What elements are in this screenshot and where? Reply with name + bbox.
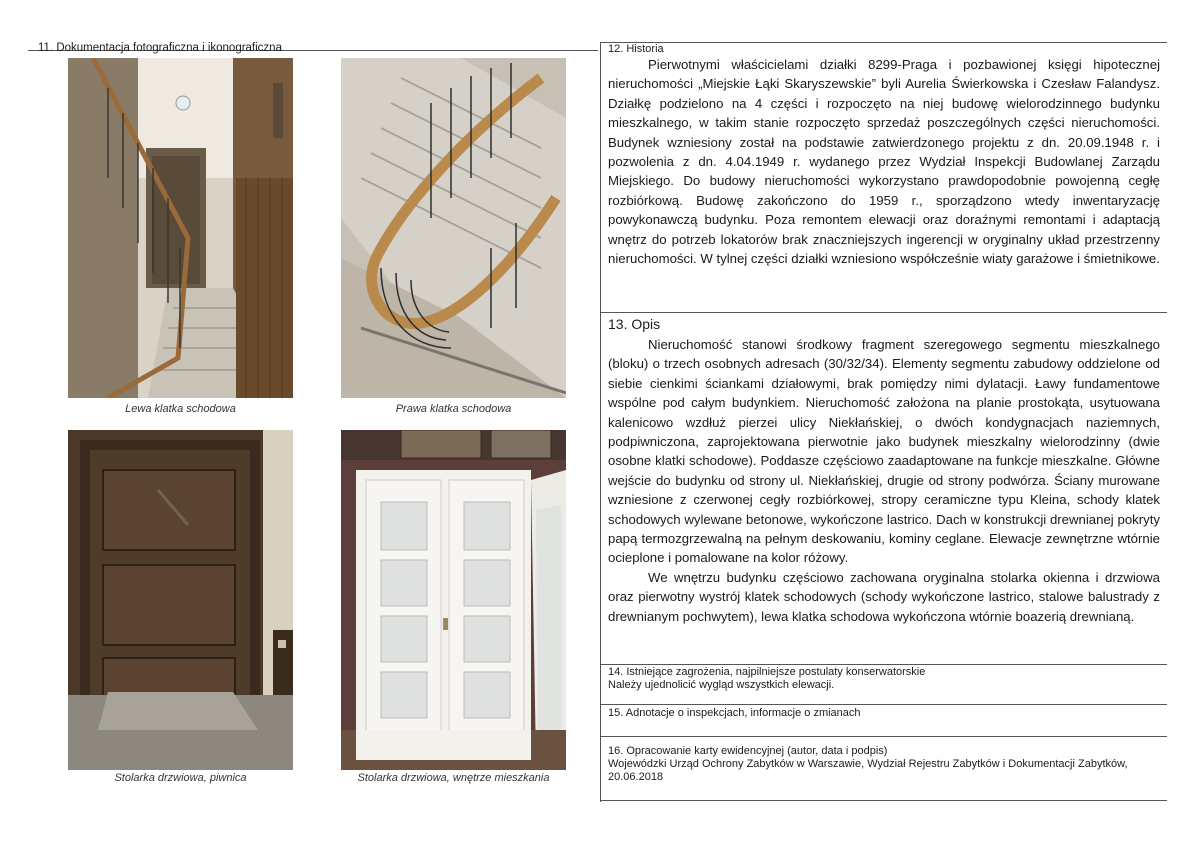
section-13-title: 13. Opis — [608, 316, 661, 332]
section-16-title: 16. Opracowanie karty ewidencyjnej (autor, data i podpis) — [608, 745, 888, 757]
section-11-title: 11. Dokumentacja fotograficzna i ikonograficzna — [38, 42, 282, 54]
divider-annotations-author — [600, 736, 1167, 737]
photo-right-staircase — [341, 58, 566, 398]
caption-right-staircase: Prawa klatka schodowa — [395, 403, 512, 415]
column-divider — [600, 42, 601, 802]
section-16-author: Wojewódzki Urząd Ochrony Zabytków w Warszawie, Wydział Rejestru Zabytków i Dokumentacji Zabytków, — [608, 758, 1128, 770]
history-text — [608, 55, 1160, 268]
caption-basement-door: Stolarka drzwiowa, piwnica — [114, 772, 247, 784]
photo-basement-door — [68, 430, 293, 770]
photo-left-staircase — [68, 58, 293, 398]
section-14 — [608, 666, 925, 692]
caption-apartment-door: Stolarka drzwiowa, wnętrze mieszkania — [357, 772, 550, 784]
history-text-content: Pierwotnymi właścicielami działki 8299-Praga i pozbawionej księgi hipotecznej nieruchomości „Miejskie Łąki Skaryszewskie” byli Aurelia Świerkowska i Czesław Falandysz. Działkę podzielono na 4 części i rozpoczęto na niej budowę wielorodzinnego budynku mieszkalnego, w takim stanie rozpoczęto sprzedaż poszczególnych części nieruchomości. Budynek wzniesiony został na podstawie zatwierdzonego projektu z dn. 20.09.1948 r. i pozwolenia z dn. 4.04.1949 r. wydanego przez Wydział Inspekcji Budowlanej Zarządu Miejskiego. Do budowy nieruchomości wykorzystano prawdopodobnie powojenną cegłę rozbiórkową. Budowę zakończono do 1959 r., sporządzono wtedy inwentaryzację powykonawczą budynku. Poza remontem elewacji oraz doraźnymi remontami i adaptacją wnętrz do potrzeb lokatorów brak znaczniejszych ingerencji w oryginalny układ przestrzenny nieruchomości. W tylnej części działki wzniesiono współcześnie wiaty garażowe i śmietnikowe. — [608, 57, 1160, 267]
description-paragraph-2 — [608, 568, 1160, 626]
section-15-title: 15. Adnotacje o inspekcjach, informacje o zmianach — [608, 707, 861, 719]
description-paragraph-2-content: We wnętrzu budynku częściowo zachowana oryginalna stolarka okienna i drzwiowa oraz pierwotny wystrój klatek schodowych (schody wykończone lastrico, stalowe balustrady z drewnianym pochwytem), lewa klatka schodowa wykończona wtórnie boazerią drewnianą. — [608, 570, 1160, 624]
section-14-text: Należy ujednolicić wygląd wszystkich elewacji. — [608, 679, 835, 691]
section-14-title: 14. Istniejące zagrożenia, najpilniejsze postulaty konserwatorskie — [608, 666, 926, 678]
bottom-border-right — [600, 800, 1167, 801]
divider-threats-annotations — [600, 704, 1167, 705]
section-16 — [608, 745, 1128, 784]
caption-left-staircase: Lewa klatka schodowa — [125, 403, 236, 415]
divider-desc-threats — [600, 664, 1167, 665]
section-15 — [608, 707, 861, 720]
section-12-title: 12. Historia — [608, 43, 664, 55]
photo-apartment-door — [341, 430, 566, 770]
top-border-right — [600, 42, 1167, 43]
description-paragraph-1-content: Nieruchomość stanowi środkowy fragment szeregowego segmentu mieszkalnego (bloku) o trzech osobnych adresach (30/32/34). Elementy segmentu zabudowy oddzielone od siebie cienkimi ściankami działowymi, brak pomiędzy nimi dylatacji. Ławy fundamentowe wspólne pod całym budynkiem. Nieruchomość założona na planie prostokąta, usytuowana kalenicowo wzdłuż pierzei ulicy Niekłańskiej, o dwóch kondygnacjach naziemnych, podpiwniczona, zaprojektowana pierwotnie jako budynek mieszkalny wielorodzinny (dwie osobne klatki schodowe). Poddasze częściowo zaadaptowane na funkcje mieszkalne. Główne wejście do budynku od strony ul. Niekłańskiej, drugie od strony podwórza. Ściany murowane wzniesione z czerwonej cegły rozbiórkowej, stropy ceramiczne typu Kleina, schody klatek schodowych wylewane betonowe, wykończone lastrico. Dach w konstrukcji drewnianej pokryty papą termozgrzewalną na pełnym deskowaniu, kominy ceglane. Elewacje zewnętrzne wtórnie ocieplone i pomalowane na kolor różowy. — [608, 337, 1160, 566]
description-paragraph-1 — [608, 335, 1160, 568]
divider-history-desc — [600, 312, 1167, 313]
section-16-date: 20.06.2018 — [608, 771, 664, 783]
